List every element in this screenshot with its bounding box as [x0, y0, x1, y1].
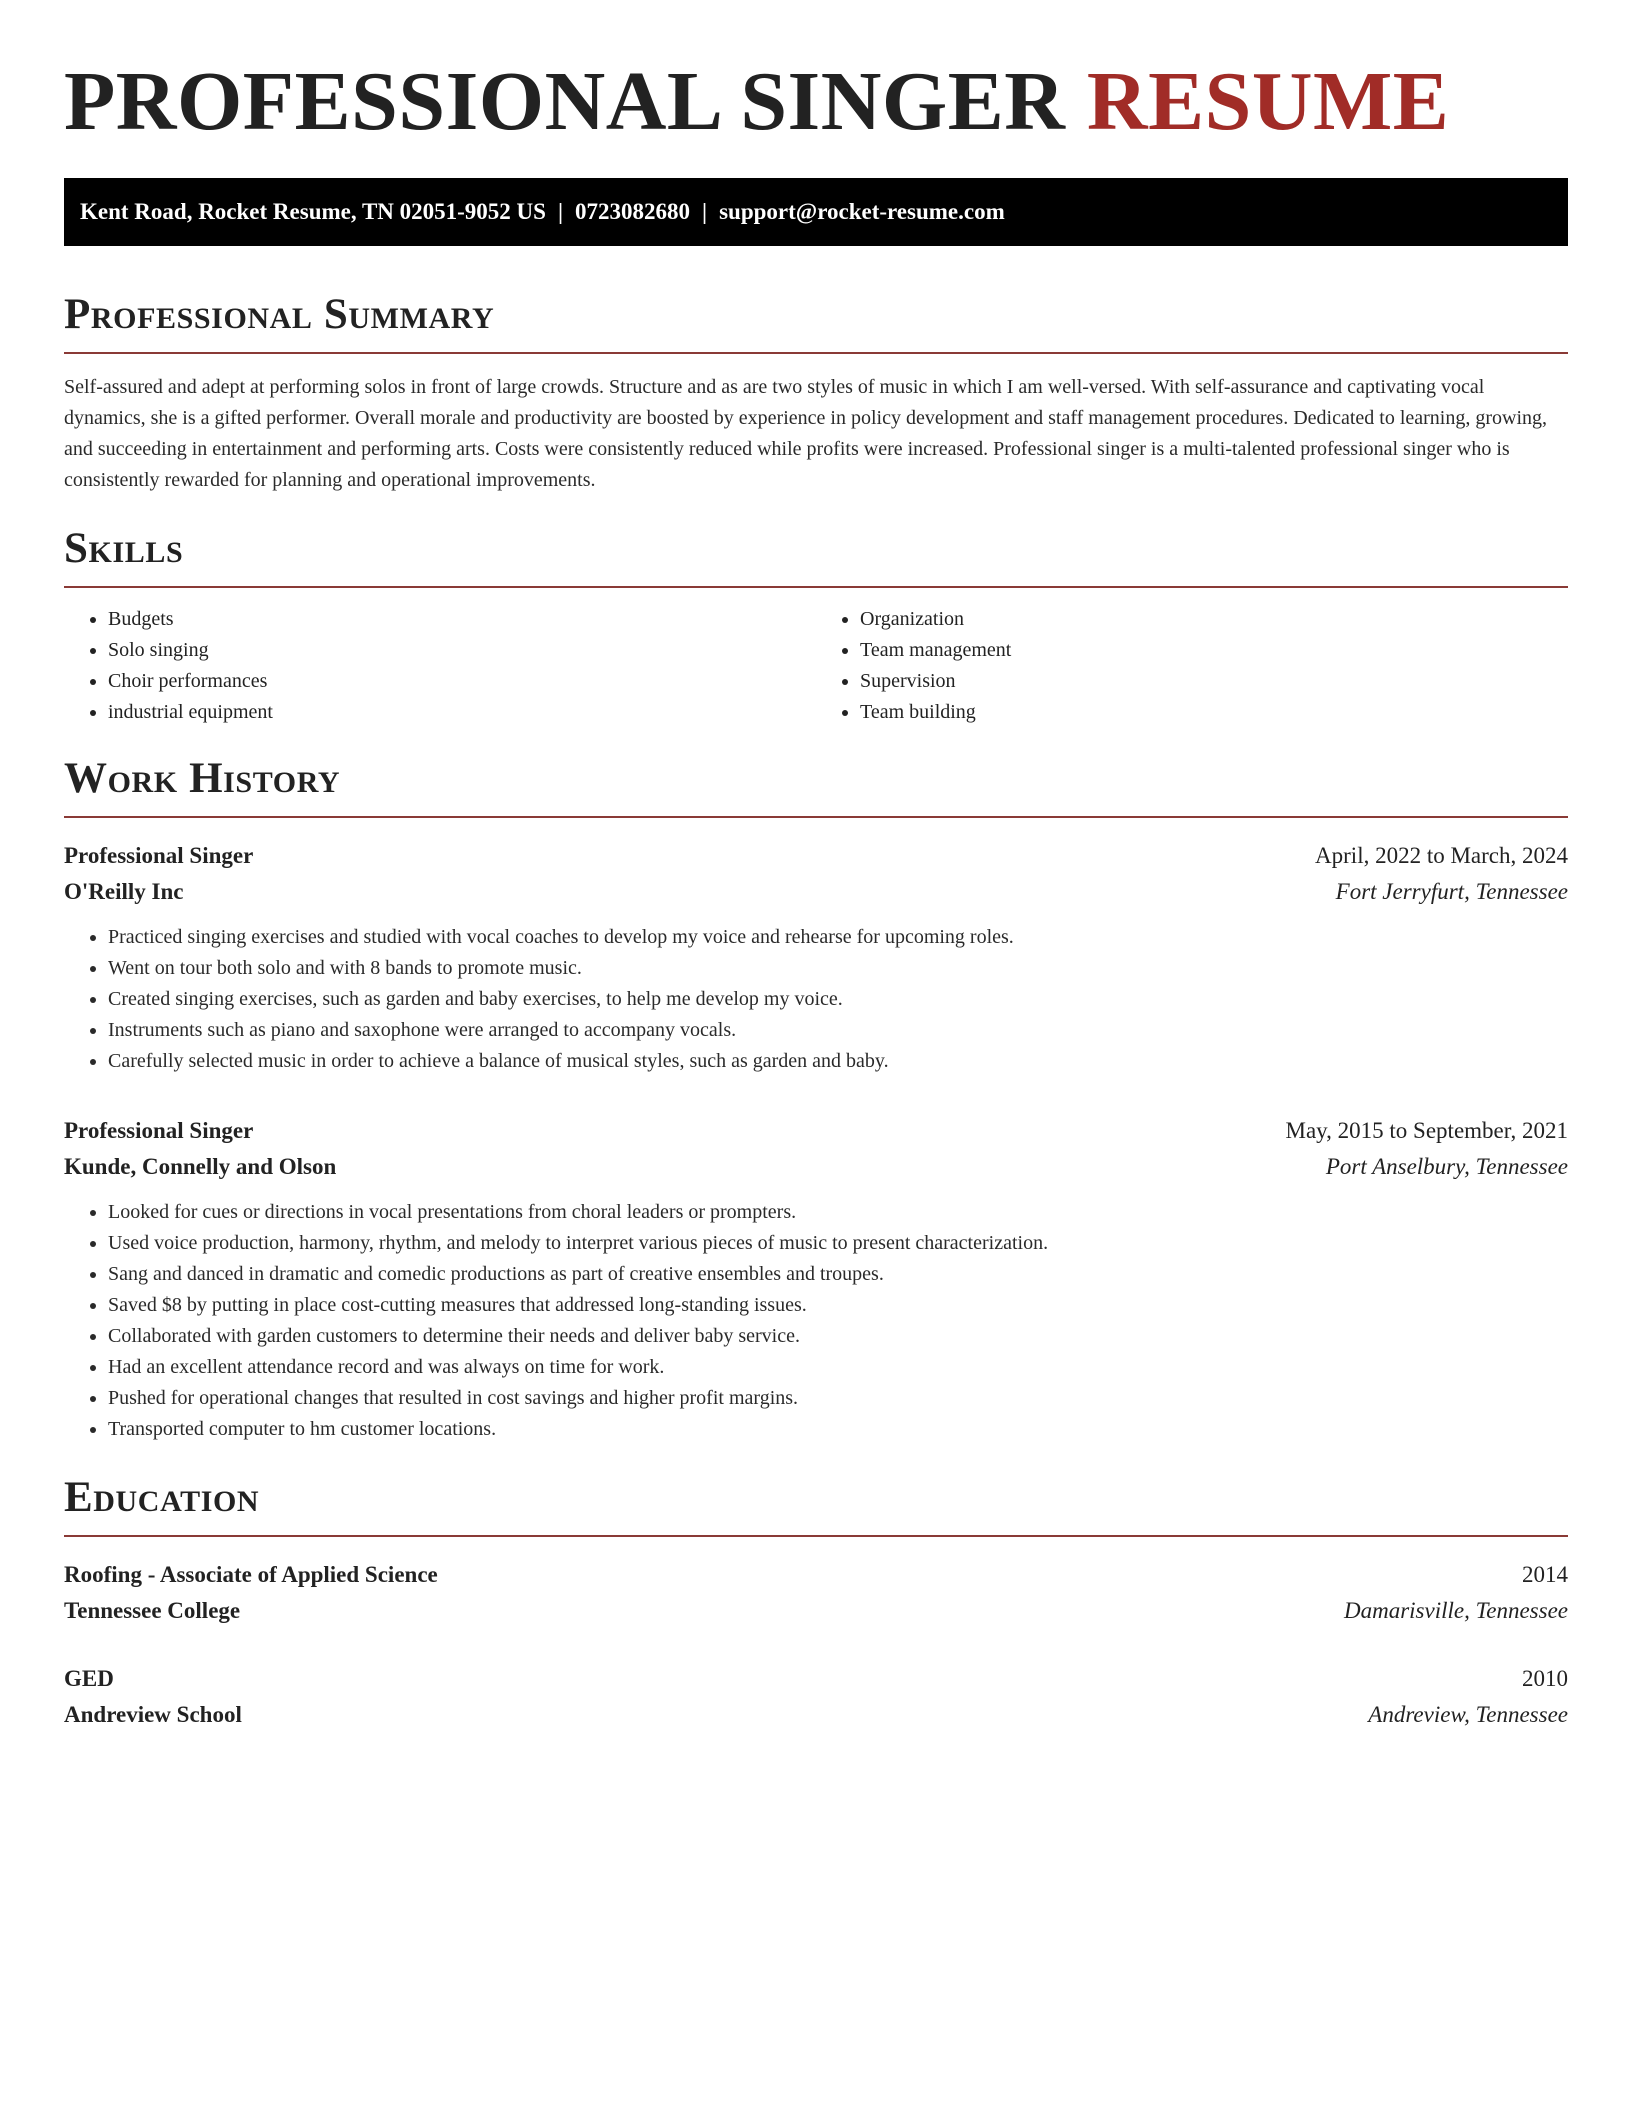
- contact-separator: |: [557, 199, 564, 224]
- job-bullet: • Carefully selected music in order to achieve a balance of musical styles, such as garden and baby.: [108, 1046, 1568, 1077]
- contact-address: Kent Road, Rocket Resume, TN 02051-9052 US: [80, 199, 546, 224]
- section-divider: [64, 816, 1568, 818]
- resume-title-main: PROFESSIONAL SINGER: [64, 55, 1066, 148]
- skill-item: • industrial equipment: [108, 697, 816, 728]
- education-heading: Education: [64, 1474, 260, 1521]
- resume-title-accent: RESUME: [1086, 55, 1450, 148]
- job-location: Fort Jerryfurt, Tennessee: [1335, 879, 1568, 904]
- job-header-row: [64, 1113, 1568, 1149]
- job-header-row: [64, 838, 1568, 874]
- job-title: Professional Singer: [64, 1118, 254, 1143]
- section-divider: [64, 1535, 1568, 1537]
- education-school: Andreview School: [64, 1702, 242, 1727]
- contact-bar: [64, 178, 1568, 246]
- work-history-section: [64, 754, 1568, 1445]
- contact-email: support@rocket-resume.com: [719, 199, 1005, 224]
- job-bullet: • Pushed for operational changes that resulted in cost savings and higher profit margins.: [108, 1383, 1568, 1414]
- summary-text: Self-assured and adept at performing solos in front of large crowds. Structure and as are two styles of music in which I am well-versed. With self-assurance and captivating vocal dynamics, she is a gifted performer. Overall morale and productivity are boosted by experience in policy development and staff management procedures. Dedicated to learning, growing, and succeeding in entertainment and performing arts. Costs were consistently reduced while profits were increased. Professional singer is a multi-talented professional singer who is consistently rewarded for planning and operational improvements.: [64, 376, 1548, 491]
- skill-item: • Organization: [860, 604, 1568, 635]
- job-company: O'Reilly Inc: [64, 879, 184, 904]
- education-school-row: [64, 1593, 1568, 1629]
- skill-item: • Choir performances: [108, 666, 816, 697]
- education-section: [64, 1473, 1568, 1733]
- job-company: Kunde, Connelly and Olson: [64, 1154, 337, 1179]
- job-dates: April, 2022 to March, 2024: [1315, 843, 1568, 868]
- job-location: Port Anselbury, Tennessee: [1325, 1154, 1568, 1179]
- skills-section: [64, 524, 1568, 728]
- job-bullets: [64, 1197, 1568, 1445]
- job-dates: May, 2015 to September, 2021: [1285, 1118, 1568, 1143]
- education-location: Andreview, Tennessee: [1368, 1702, 1568, 1727]
- skills-grid: [64, 604, 1568, 728]
- education-entry: [64, 1661, 1568, 1733]
- job-bullet: • Practiced singing exercises and studied with vocal coaches to develop my voice and rehearse for upcoming roles.: [108, 922, 1568, 953]
- education-school-row: [64, 1697, 1568, 1733]
- skill-item: • Budgets: [108, 604, 816, 635]
- job-bullet: • Used voice production, harmony, rhythm, and melody to interpret various pieces of music to present characterization.: [108, 1228, 1568, 1259]
- job-bullet: • Sang and danced in dramatic and comedic productions as part of creative ensembles and troupes.: [108, 1259, 1568, 1290]
- skill-item: • Solo singing: [108, 635, 816, 666]
- job-bullet: • Had an excellent attendance record and was always on time for work.: [108, 1352, 1568, 1383]
- job-entry: [64, 838, 1568, 1077]
- summary-section: [64, 290, 1568, 496]
- education-school: Tennessee College: [64, 1598, 241, 1623]
- skill-item: • Team management: [860, 635, 1568, 666]
- education-degree-row: [64, 1661, 1568, 1697]
- education-degree: GED: [64, 1666, 114, 1691]
- education-year: 2014: [1522, 1562, 1568, 1587]
- education-location: Damarisville, Tennessee: [1343, 1598, 1568, 1623]
- job-bullet: • Created singing exercises, such as garden and baby exercises, to help me develop my voice.: [108, 984, 1568, 1015]
- contact-separator: |: [702, 199, 708, 224]
- skills-column-right: [816, 604, 1568, 728]
- skill-item: • Team building: [860, 697, 1568, 728]
- job-bullets: [64, 922, 1568, 1077]
- job-bullet: • Looked for cues or directions in vocal presentations from choral leaders or prompters.: [108, 1197, 1568, 1228]
- job-company-row: [64, 874, 1568, 910]
- section-divider: [64, 352, 1568, 354]
- job-bullet: • Instruments such as piano and saxophone were arranged to accompany vocals.: [108, 1015, 1568, 1046]
- education-degree: Roofing - Associate of Applied Science: [64, 1562, 438, 1587]
- summary-heading: Professional Summary: [64, 291, 495, 338]
- education-degree-row: [64, 1557, 1568, 1593]
- job-bullet: • Saved $8 by putting in place cost-cutting measures that addressed long-standing issues.: [108, 1290, 1568, 1321]
- job-entry: [64, 1113, 1568, 1445]
- section-divider: [64, 586, 1568, 588]
- job-title: Professional Singer: [64, 843, 254, 868]
- skills-heading: Skills: [64, 525, 184, 572]
- education-year: 2010: [1522, 1666, 1568, 1691]
- education-entry: [64, 1557, 1568, 1629]
- work-history-heading: Work History: [64, 755, 341, 802]
- job-bullet: • Collaborated with garden customers to determine their needs and deliver baby service.: [108, 1321, 1568, 1352]
- skill-item: • Supervision: [860, 666, 1568, 697]
- job-company-row: [64, 1149, 1568, 1185]
- job-bullet: • Went on tour both solo and with 8 bands to promote music.: [108, 953, 1568, 984]
- resume-title: [64, 52, 1568, 152]
- skills-column-left: [64, 604, 816, 728]
- contact-phone: 0723082680: [575, 199, 691, 224]
- job-bullet: • Transported computer to hm customer locations.: [108, 1414, 1568, 1445]
